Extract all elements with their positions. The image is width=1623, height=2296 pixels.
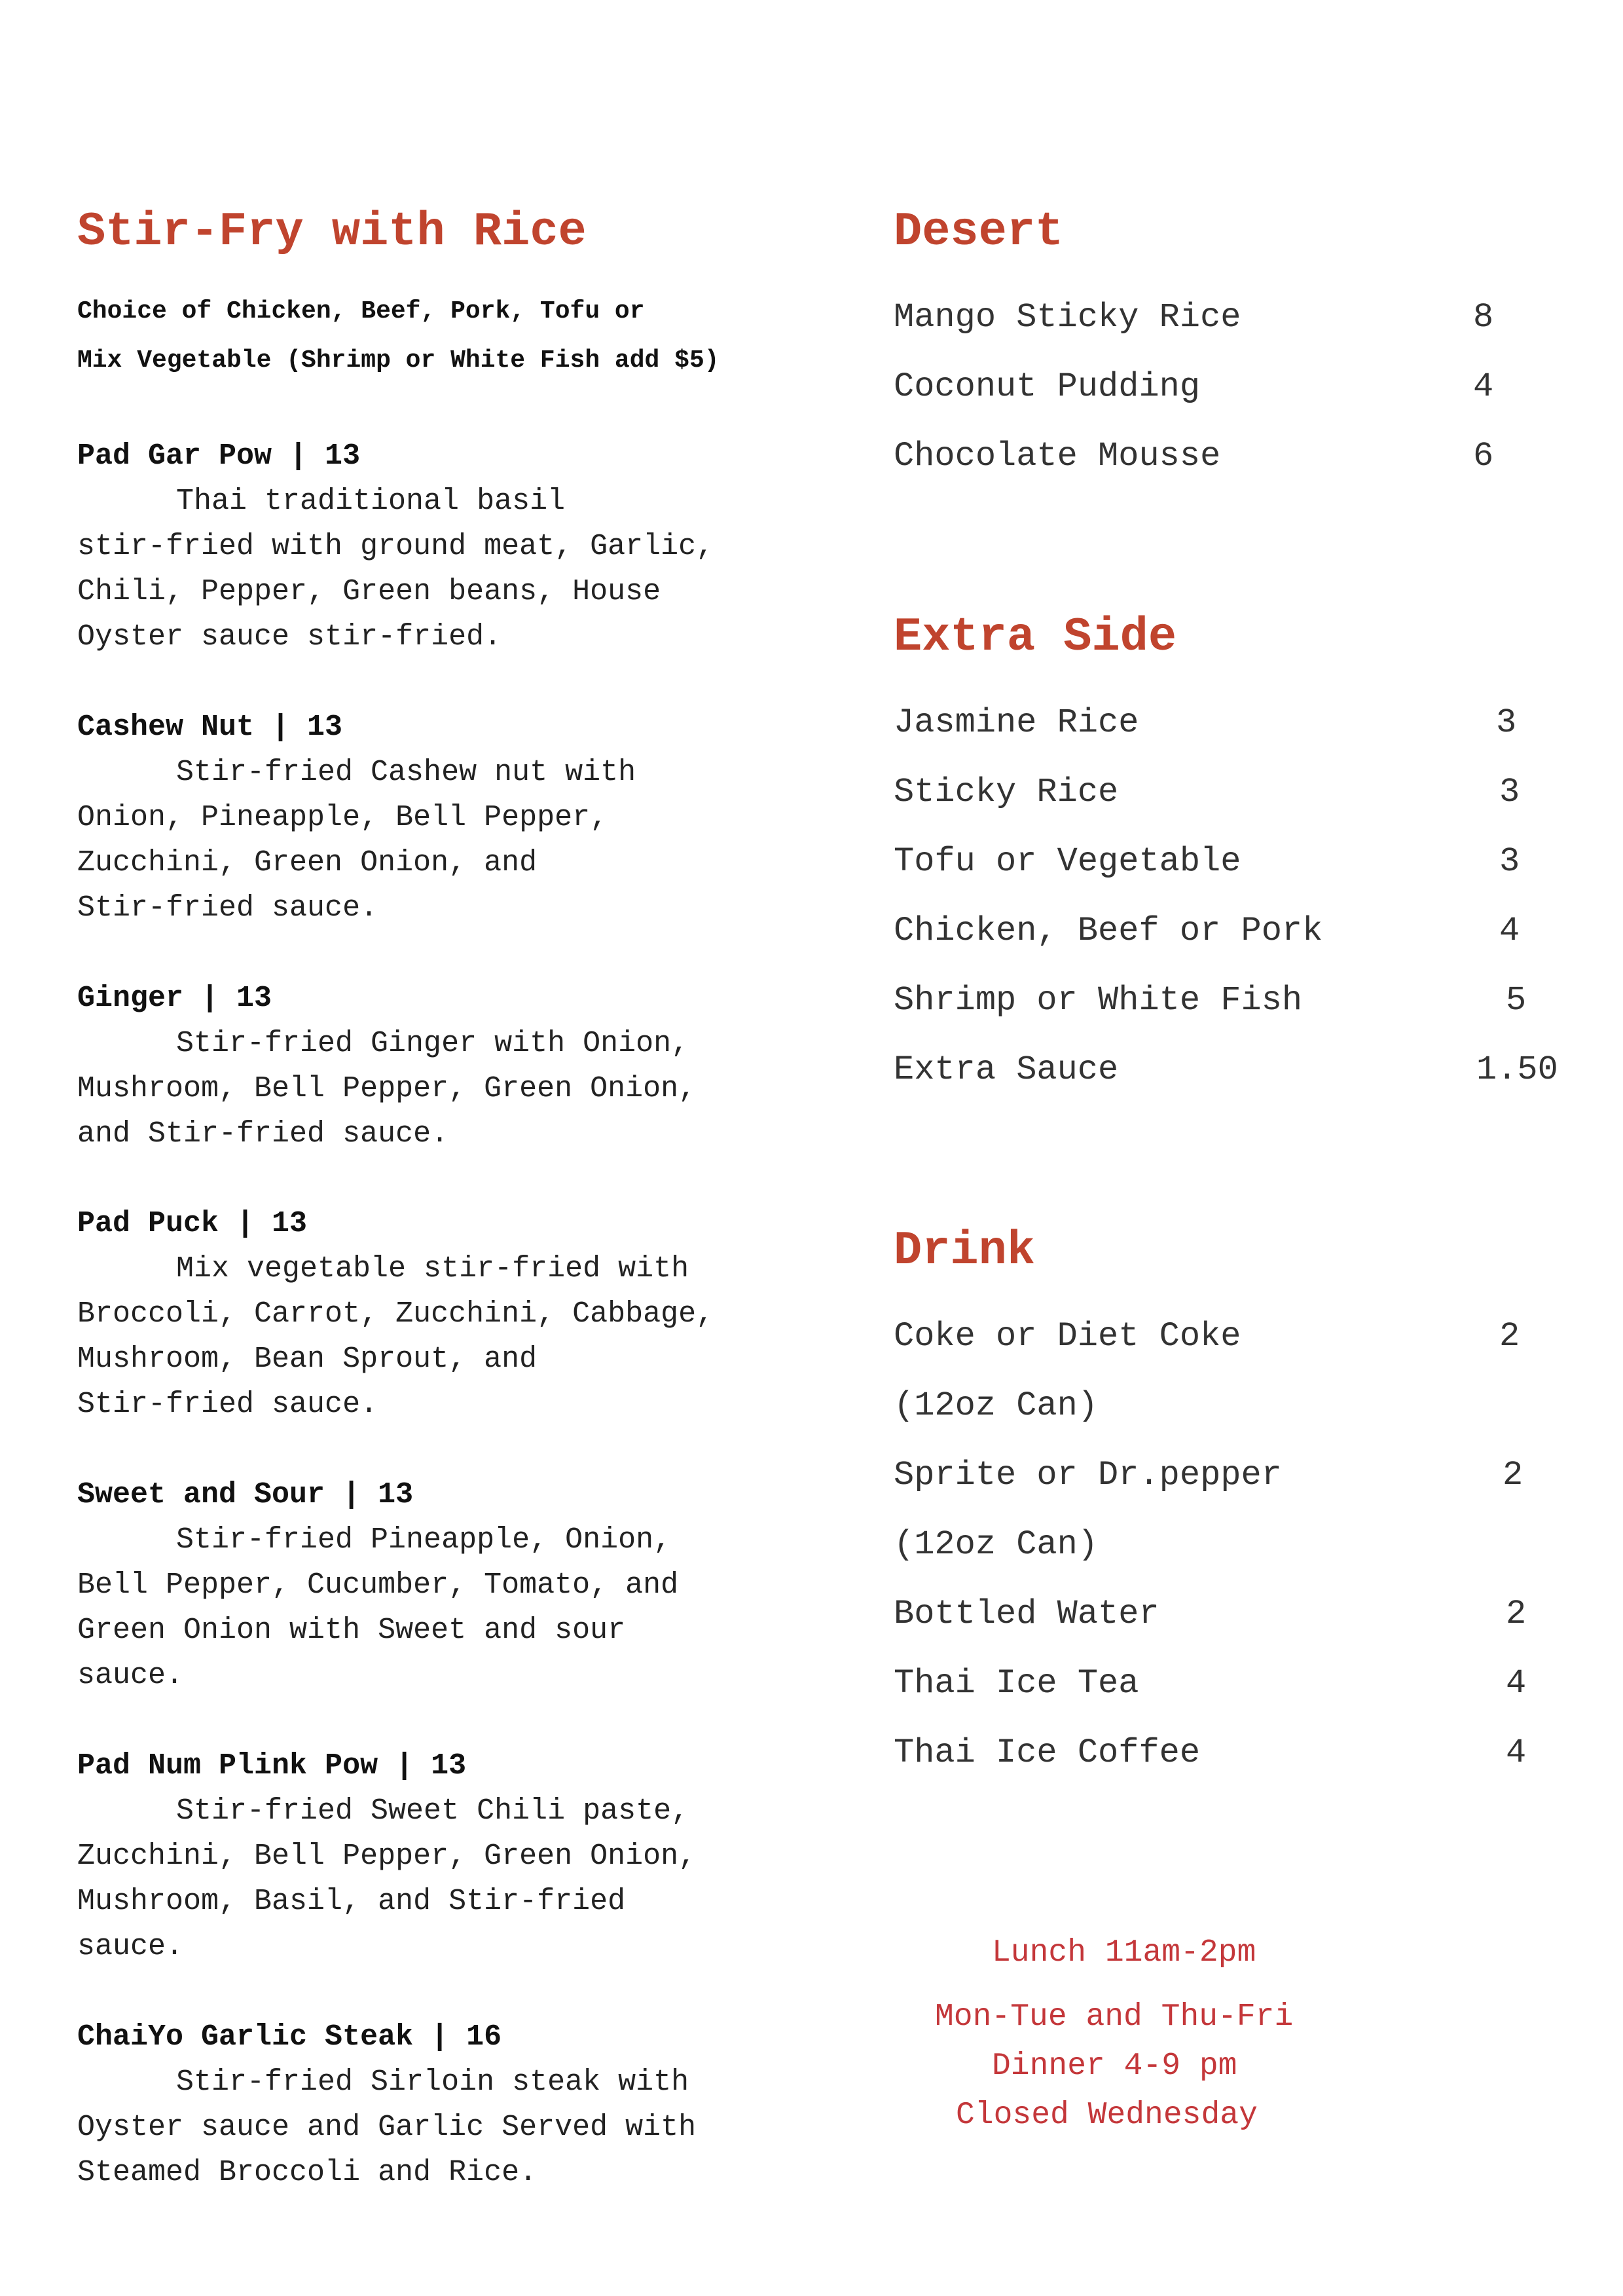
desc-line: Chili, Pepper, Green beans, House (77, 575, 661, 608)
desc-line: Mushroom, Basil, and Stir-fried (77, 1885, 626, 1918)
menu-item-pad-puck (77, 1201, 824, 1427)
desert-row (894, 298, 1494, 337)
item-title: Sweet and Sour | 13 (77, 1478, 414, 1511)
stirfry-note-line: Choice of Chicken, Beef, Pork, Tofu or (77, 297, 645, 325)
item-description (77, 1021, 824, 1157)
desc-line: Oyster sauce stir-fried. (77, 620, 502, 654)
desc-line: Stir-fried Ginger with Onion, (176, 1027, 689, 1060)
desc-line: Mushroom, Bell Pepper, Green Onion, (77, 1072, 697, 1105)
item-price: 3 (1499, 773, 1520, 811)
desc-line: Stir-fried sauce. (77, 1388, 378, 1421)
item-description (77, 750, 824, 931)
extra-side-row (894, 842, 1520, 881)
item-description (77, 1788, 824, 1969)
item-price: 5 (1506, 981, 1527, 1020)
desert-row (894, 367, 1494, 407)
stirfry-heading: Stir-Fry with Rice (77, 205, 587, 259)
desc-line: Steamed Broccoli and Rice. (77, 2156, 538, 2189)
hours-dinner: Dinner 4-9 pm (992, 2048, 1237, 2084)
item-name: Coke or Diet Coke (894, 1317, 1241, 1356)
menu-item-pad-gar-pow (77, 434, 824, 659)
item-title: ChaiYo Garlic Steak | 16 (77, 2020, 502, 2054)
extra-side-heading: Extra Side (894, 610, 1177, 664)
item-name: (12oz Can) (894, 1525, 1099, 1564)
desc-line: stir-fried with ground meat, Garlic, (77, 530, 714, 563)
item-description (77, 1517, 824, 1698)
item-name: Chicken, Beef or Pork (894, 912, 1323, 950)
desc-line: Mushroom, Bean Sprout, and (77, 1342, 538, 1376)
item-price: 6 (1473, 437, 1494, 475)
item-name: Sticky Rice (894, 773, 1119, 811)
item-price: 4 (1473, 367, 1494, 406)
desc-line: sauce. (77, 1930, 184, 1963)
desc-line: Stir-fried Sweet Chili paste, (176, 1794, 689, 1828)
hours-days: Mon-Tue and Thu-Fri (935, 1999, 1294, 2035)
item-name: Chocolate Mousse (894, 437, 1221, 475)
item-title: Pad Puck | 13 (77, 1207, 308, 1240)
item-price: 4 (1506, 1664, 1527, 1703)
desc-line: Stir-fried Sirloin steak with (176, 2065, 689, 2099)
desc-line: Zucchini, Bell Pepper, Green Onion, (77, 1840, 697, 1873)
item-price: 2 (1499, 1317, 1520, 1356)
drink-row (894, 1595, 1527, 1634)
item-price: 4 (1506, 1733, 1527, 1772)
extra-side-row (894, 912, 1520, 951)
menu-item-cashew-nut (77, 705, 824, 931)
drink-row (894, 1733, 1527, 1773)
item-name: Thai Ice Tea (894, 1664, 1139, 1703)
item-price: 3 (1499, 842, 1520, 881)
item-name: Sprite or Dr.pepper (894, 1456, 1282, 1494)
extra-side-row (894, 773, 1520, 812)
desc-line: Onion, Pineapple, Bell Pepper, (77, 801, 608, 834)
drink-row (894, 1525, 1098, 1565)
item-description (77, 479, 824, 659)
desert-row (894, 437, 1494, 476)
item-description (77, 1246, 824, 1427)
extra-side-row (894, 703, 1517, 743)
item-description (77, 2060, 824, 2195)
drink-row (894, 1456, 1523, 1495)
desc-line: and Stir-fried sauce. (77, 1117, 449, 1151)
item-name: Tofu or Vegetable (894, 842, 1241, 881)
desc-line: Green Onion with Sweet and sour (77, 1614, 626, 1647)
drink-row (894, 1317, 1520, 1356)
item-price: 2 (1503, 1456, 1523, 1494)
item-price: 1.50 (1476, 1050, 1558, 1089)
item-price: 4 (1499, 912, 1520, 950)
item-title: Pad Gar Pow | 13 (77, 439, 361, 473)
item-price: 3 (1496, 703, 1517, 742)
item-name: Coconut Pudding (894, 367, 1201, 406)
desc-line: Mix vegetable stir-fried with (176, 1252, 689, 1286)
item-name: (12oz Can) (894, 1386, 1099, 1425)
drink-row (894, 1386, 1098, 1426)
item-price: 2 (1506, 1595, 1527, 1633)
extra-side-row (894, 981, 1527, 1020)
hours-lunch: Lunch 11am-2pm (992, 1935, 1256, 1971)
drink-row (894, 1664, 1527, 1703)
item-name: Shrimp or White Fish (894, 981, 1303, 1020)
menu-item-sweet-and-sour (77, 1472, 824, 1698)
desc-line: Stir-fried Pineapple, Onion, (176, 1523, 672, 1557)
menu-item-ginger (77, 976, 824, 1157)
item-title: Cashew Nut | 13 (77, 711, 343, 744)
drink-heading: Drink (894, 1224, 1036, 1278)
hours-closed: Closed Wednesday (956, 2098, 1258, 2133)
stirfry-note-line: Mix Vegetable (Shrimp or White Fish add $5) (77, 346, 720, 375)
item-name: Thai Ice Coffee (894, 1733, 1201, 1772)
desert-heading: Desert (894, 205, 1064, 259)
menu-item-pad-num-plink-pow (77, 1743, 824, 1969)
item-title: Pad Num Plink Pow | 13 (77, 1749, 467, 1783)
menu-item-chaiyo-garlic-steak (77, 2014, 824, 2195)
item-name: Bottled Water (894, 1595, 1159, 1633)
desc-line: Broccoli, Carrot, Zucchini, Cabbage, (77, 1297, 714, 1331)
item-name: Extra Sauce (894, 1050, 1119, 1089)
item-title: Ginger | 13 (77, 982, 272, 1015)
desc-line: Stir-fried sauce. (77, 891, 378, 925)
item-name: Mango Sticky Rice (894, 298, 1241, 337)
desc-line: sauce. (77, 1659, 184, 1692)
item-name: Jasmine Rice (894, 703, 1139, 742)
desc-line: Bell Pepper, Cucumber, Tomato, and (77, 1568, 679, 1602)
desc-line: Thai traditional basil (176, 485, 566, 518)
desc-line: Stir-fried Cashew nut with (176, 756, 636, 789)
extra-side-row (894, 1050, 1558, 1090)
desc-line: Zucchini, Green Onion, and (77, 846, 538, 880)
desc-line: Oyster sauce and Garlic Served with (77, 2111, 697, 2144)
item-price: 8 (1473, 298, 1494, 337)
stirfry-note (77, 287, 720, 385)
